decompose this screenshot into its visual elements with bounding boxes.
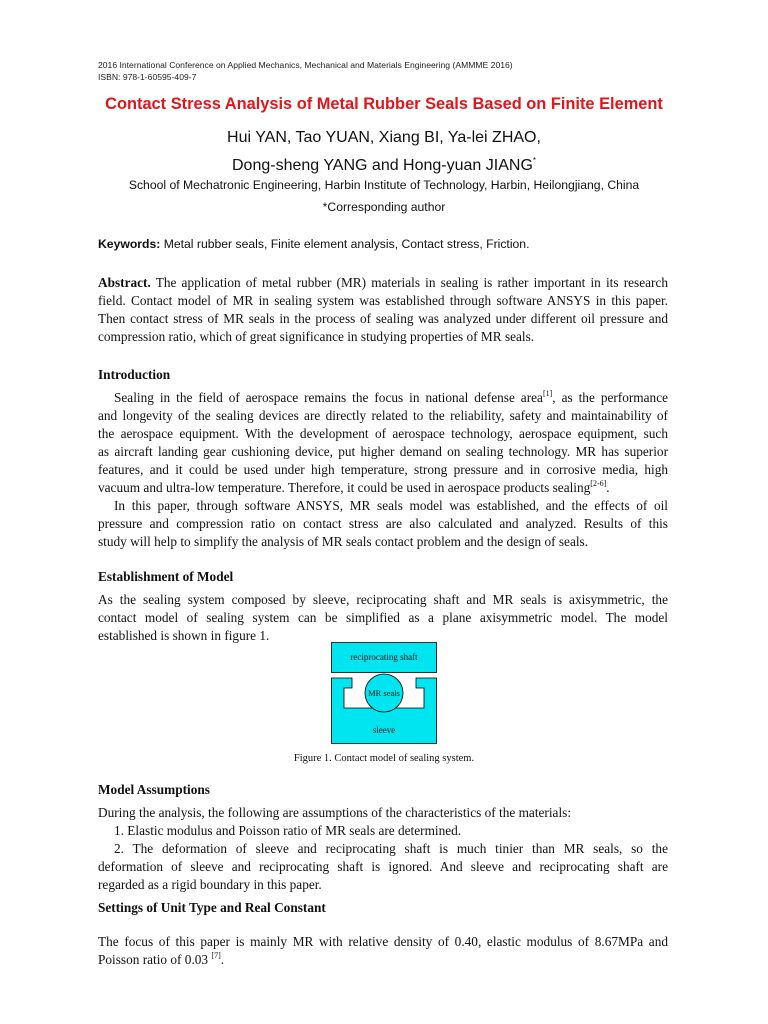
intro-line-6-text: vacuum and ultra-low temperature. Therefore, it could be used in aerospace products sealing xyxy=(98,480,591,495)
intro-line-1-text: Sealing in the field of aerospace remains the focus in national defense area xyxy=(114,390,543,405)
citation-7: [7] xyxy=(211,951,221,960)
figure-1-caption: Figure 1. Contact model of sealing system. xyxy=(293,753,475,764)
model-heading: Establishment of Model xyxy=(98,569,234,584)
intro-line-3: the aerospace equipment. With the development of aerospace technology, aerospace equipment, such xyxy=(98,426,668,441)
abstract-line-2: field. Contact model of MR in sealing system was established through software ANSYS in this paper. xyxy=(98,293,668,308)
shaft-label: reciprocating shaft xyxy=(350,652,418,662)
introduction-body xyxy=(98,389,668,551)
assumption-2-line-2: deformation of sleeve and reciprocating shaft is ignored. And sleeve and reciprocating shaft are xyxy=(98,859,668,874)
conference-name: 2016 International Conference on Applied Mechanics, Mechanical and Materials Engineering (AMMME 2016) xyxy=(98,60,513,70)
seal-label: MR seals xyxy=(368,688,400,698)
intro-line-6-end: . xyxy=(606,480,610,495)
abstract-line-4: compression ratio, which of great significance in studying properties of MR seals. xyxy=(98,329,535,344)
assumptions-heading: Model Assumptions xyxy=(98,782,210,797)
corresponding-mark: * xyxy=(532,156,537,165)
authors-line-2-text: Dong-sheng YANG and Hong-yuan JIANG xyxy=(231,157,533,174)
conference-header xyxy=(98,59,513,83)
intro-line-1 xyxy=(98,389,668,407)
model-line-2: contact model of sealing system can be simplified as a plane axisymmetric model. The model xyxy=(98,610,668,625)
intro-line-9: study will help to simplify the analysis of MR seals contact problem and the design of seals. xyxy=(98,534,589,549)
assumptions-body xyxy=(98,804,668,894)
assumption-2 xyxy=(98,840,668,894)
figure-1-sealing-model xyxy=(331,642,437,744)
assumption-2-line-3: regarded as a rigid boundary in this paper. xyxy=(98,877,322,892)
assumption-2-line-1: 2. The deformation of sleeve and reciprocating shaft is much tinier than MR seals, so the xyxy=(114,841,668,856)
keywords-label: Keywords: xyxy=(98,237,161,251)
settings-line-1: The focus of this paper is mainly MR with relative density of 0.40, elastic modulus of 8.67MPa and xyxy=(98,934,668,949)
keywords-text: Metal rubber seals, Finite element analysis, Contact stress, Friction. xyxy=(160,237,530,251)
author-list xyxy=(0,126,768,177)
introduction-heading: Introduction xyxy=(98,367,171,382)
intro-line-7: In this paper, through software ANSYS, MR seals model was established, and the effects of oil xyxy=(114,498,668,513)
settings-line-2 xyxy=(98,951,668,969)
affiliation: School of Mechatronic Engineering, Harbin Institute of Technology, Harbin, Heilongjiang, China xyxy=(128,178,640,192)
authors-line-2 xyxy=(0,149,768,177)
settings-heading: Settings of Unit Type and Real Constant xyxy=(98,900,326,915)
model-body xyxy=(98,591,668,645)
authors-line-1: Hui YAN, Tao YUAN, Xiang BI, Ya-lei ZHAO, xyxy=(227,129,541,146)
citation-1: [1] xyxy=(542,389,553,398)
corresponding-author-note: *Corresponding author xyxy=(322,200,446,214)
intro-line-5: features, and it could be used under high temperature, strong pressure and in corrosive media, high xyxy=(98,462,668,477)
abstract xyxy=(98,274,668,346)
assumptions-intro: During the analysis, the following are assumptions of the characteristics of the materials: xyxy=(98,805,572,820)
assumption-1: 1. Elastic modulus and Poisson ratio of MR seals are determined. xyxy=(114,823,462,838)
intro-line-2: and longevity of the sealing devices are directly related to the reliability, safety and maintainability of xyxy=(98,408,668,423)
model-line-3: established is shown in figure 1. xyxy=(98,628,270,643)
intro-line-4: as aircraft landing gear cushioning device, put higher demand on sealing technology. MR has superior xyxy=(98,444,668,459)
settings-body xyxy=(98,933,668,969)
citation-2-6: [2-6] xyxy=(590,479,607,488)
abstract-line-3: Then contact stress of MR seals in the process of sealing was analyzed under different oil pressure and xyxy=(98,311,668,326)
sleeve-label: sleeve xyxy=(372,725,396,735)
keywords xyxy=(98,235,529,253)
intro-line-8: pressure and compression ratio on contact stress are also calculated and analyzed. Results of this xyxy=(98,516,668,531)
abstract-line-1-text: The application of metal rubber (MR) materials in sealing is rather important in its research xyxy=(150,275,668,290)
intro-line-1-tail: , as the performance xyxy=(552,390,668,405)
abstract-line-1 xyxy=(98,274,668,292)
settings-line-2-text: Poisson ratio of 0.03 xyxy=(98,952,212,967)
abstract-label: Abstract. xyxy=(98,275,151,290)
isbn: ISBN: 978-1-60595-409-7 xyxy=(98,72,197,82)
intro-line-6 xyxy=(98,479,668,497)
settings-line-2-end: . xyxy=(220,952,225,967)
paper-title: Contact Stress Analysis of Metal Rubber Seals Based on Finite Element xyxy=(105,95,663,113)
model-line-1: As the sealing system composed by sleeve, reciprocating shaft and MR seals is axisymmetric, the xyxy=(98,592,668,607)
